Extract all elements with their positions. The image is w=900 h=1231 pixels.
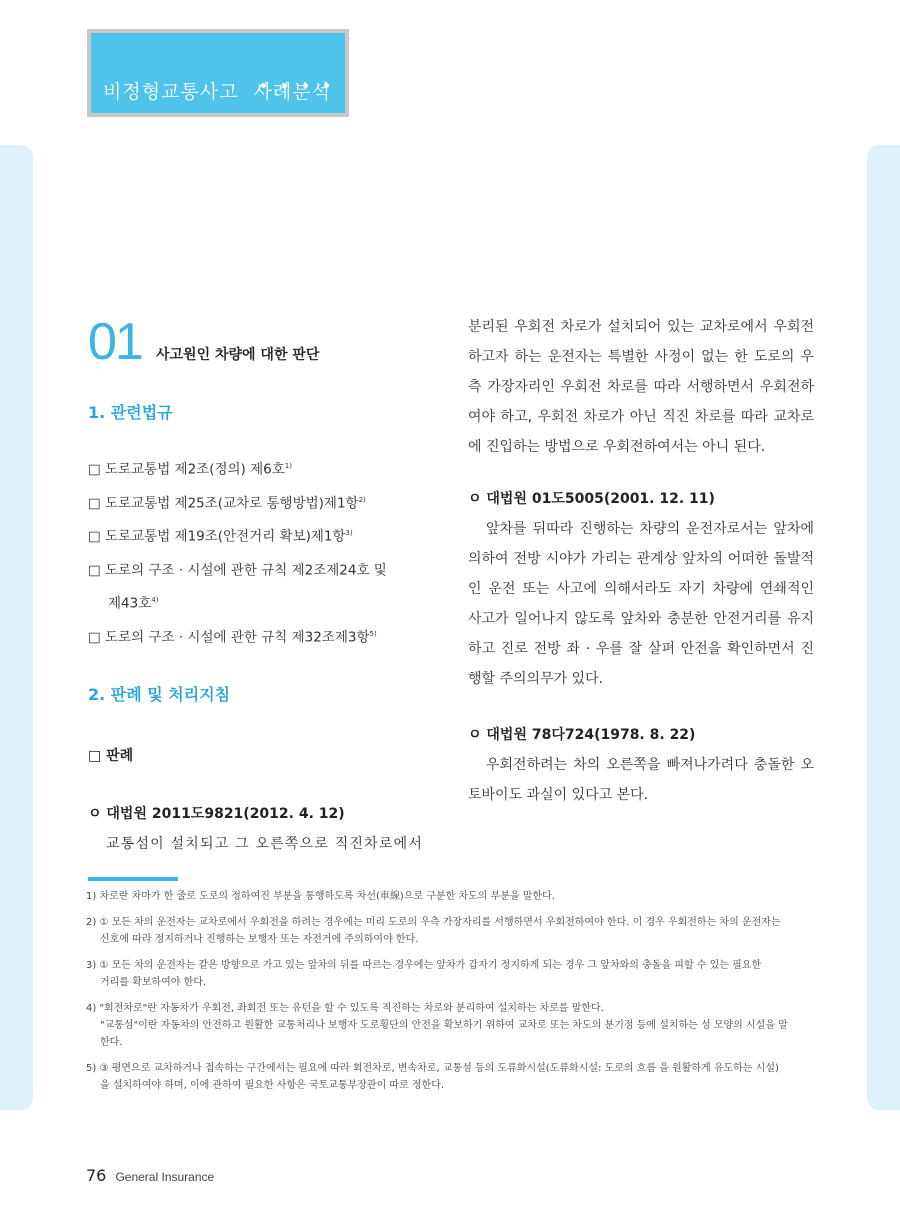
left-side-tab bbox=[0, 145, 33, 1110]
law-list bbox=[88, 451, 438, 652]
page-number: 76 bbox=[86, 1166, 107, 1185]
law-item: □ 도로의 구조 · 시설에 관한 규칙 제2조제24호 및 bbox=[88, 562, 387, 578]
section-number: 01 bbox=[88, 313, 142, 371]
precedent-label: □ 판례 bbox=[88, 748, 134, 764]
page-footer bbox=[86, 1166, 214, 1185]
case1-text-continued: 분리된 우회전 차로가 설치되어 있는 교차로에서 우회전하고자 하는 운전자는 특별한 사정이 없는 한 도로의 우측 가장자리인 우회전 차로를 따라 서행하면서 우회전하여야 하고, 우회전 차로가 아닌 직진 차로를 따라 교차로에 진입하는 방법으로 우회전하여서는 아니 된다. bbox=[468, 319, 814, 455]
chapter-title-part1: 비정형교통사고 bbox=[103, 81, 239, 103]
law-item: □ 도로교통법 제2조(정의) 제6호$^{1)}$ bbox=[88, 461, 292, 478]
right-side-tab bbox=[867, 145, 900, 1110]
law-item-continuation: 제43호$^{4)}$ bbox=[108, 595, 159, 612]
chapter-title-inner bbox=[91, 33, 345, 113]
law-item: □ 도로의 구조 · 시설에 관한 규칙 제32조제3항$^{5)}$ bbox=[88, 629, 377, 645]
case2-title: ㅇ 대법원 01도5005(2001. 12. 11) bbox=[468, 491, 715, 507]
footnote-4: 4) "회전차로"란 자동차가 우회전, 좌회전 또는 유턴을 할 수 있도록 직진하는 차로와 분리하여 설치하는 차로를 말한다. "교통섬"이란 자동차의 안전하고 원활한 교통처리나 보행자 도로횡단의 안전을 확보하기 위하여 교차로 또는 차도의 분기점 등에 설치하는 섬 모양의 시설을 말 한다. bbox=[86, 1003, 788, 1048]
publication-label: General Insurance bbox=[115, 1170, 215, 1184]
subheading-regulations: 1. 관련법규 bbox=[88, 403, 173, 422]
case2-text: 앞차를 뒤따라 진행하는 차량의 운전자로서는 앞차에 의하여 전방 시야가 가리는 관계상 앞차의 어떠한 돌발적인 운전 또는 사고에 의해서라도 자기 차량에 연쇄적인 사고가 일어나지 않도록 앞차와 충분한 안전거리를 유지하고 진로 전방 좌 · 우를 잘 살펴 안전을 확인하면서 진행할 주의의무가 있다. bbox=[468, 521, 814, 687]
footnotes bbox=[86, 888, 816, 1103]
footnote-divider bbox=[88, 877, 178, 881]
case3-text: 우회전하려는 차의 오른쪽을 빠져나가려다 충돌한 오토바이도 과실이 있다고 본다. bbox=[468, 757, 814, 803]
subheading-precedents: 2. 판례 및 처리지침 bbox=[88, 685, 231, 704]
case3-title: ㅇ 대법원 78다724(1978. 8. 22) bbox=[468, 727, 696, 743]
section-title: 사고원인 차량에 대한 판단 bbox=[156, 347, 320, 363]
chapter-title-box bbox=[87, 29, 349, 117]
case1-text-start: 교통섬이 설치되고 그 오른쪽으로 직진차로에서 bbox=[106, 836, 424, 852]
section-heading bbox=[88, 312, 438, 372]
chapter-title-part2: 사례분석 bbox=[253, 81, 331, 103]
footnote-2: 2) ① 모든 차의 운전자는 교차로에서 우회전을 하려는 경우에는 미리 도로의 우측 가장자리를 서행하면서 우회전하여야 한다. 이 경우 우회전하는 차의 운전자는 신호에 따라 정지하거나 진행하는 보행자 또는 자전거에 주의하여야 한다. bbox=[86, 917, 781, 945]
footnote-3: 3) ① 모든 차의 운전자는 같은 방향으로 가고 있는 앞차의 뒤를 따르는 경우에는 앞차가 갑자기 정지하게 되는 경우 그 앞차와의 충돌을 피할 수 있는 필요한 거리를 확보하여야 한다. bbox=[86, 960, 762, 988]
left-column bbox=[88, 312, 438, 859]
case1-title: ㅇ 대법원 2011도9821(2012. 4. 12) bbox=[88, 806, 345, 822]
right-column bbox=[468, 312, 814, 810]
footnote-1: 1) 차로란 차마가 한 줄로 도로의 정하여진 부분을 통행하도록 차선(車線)으로 구분한 차도의 부분을 말한다. bbox=[86, 891, 555, 902]
law-item: □ 도로교통법 제19조(안전거리 확보)제1항$^{3)}$ bbox=[88, 528, 353, 545]
law-item: □ 도로교통법 제25조(교차로 통행방법)제1항$^{2)}$ bbox=[88, 495, 366, 511]
chapter-title bbox=[103, 77, 331, 104]
footnote-5: 5) ③ 평면으로 교차하거나 접속하는 구간에서는 필요에 따라 회전차로, 변속차로, 교통섬 등의 도류화시설(도류화시설: 도로의 흐름 을 원활하게 유도하는 시설) 을 설치하여야 하며, 이에 관하여 필요한 사항은 국토교통부장관이 따로 정한다. bbox=[86, 1063, 779, 1091]
